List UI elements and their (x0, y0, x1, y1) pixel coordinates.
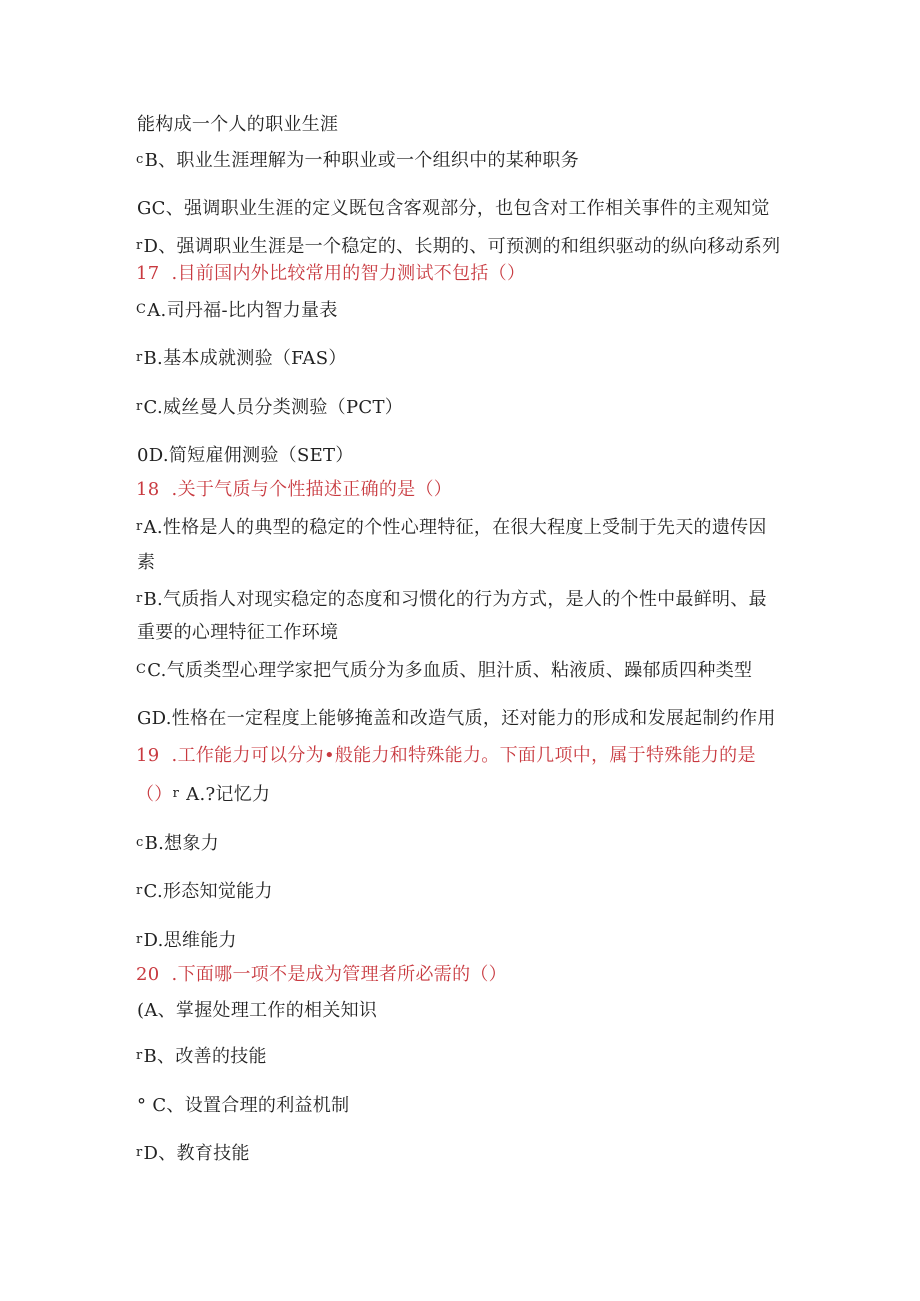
option-line (136, 550, 155, 575)
option-marker: r (136, 519, 143, 534)
option-text: D、教育技能 (143, 1143, 250, 1164)
question-text: 18 .关于气质与个性描述正确的是（） (136, 479, 453, 500)
option-line (136, 443, 354, 468)
option-line (136, 346, 347, 371)
option-text: B、改善的技能 (143, 1046, 267, 1067)
option-line (136, 395, 403, 420)
option-line (136, 515, 767, 540)
option-text: GD.性格在一定程度上能够掩盖和改造气质，还对能力的形成和发展起制约作用 (137, 708, 776, 729)
option-line (136, 298, 338, 323)
option-text: C.形态知觉能力 (143, 881, 273, 902)
option-marker: r (136, 883, 143, 898)
option-marker: r (136, 399, 143, 414)
option-line (136, 234, 780, 259)
option-text: D、强调职业生涯是一个稳定的、长期的、可预测的和组织驱动的纵向移动系列 (143, 236, 781, 257)
option-text: B.想象力 (144, 833, 220, 854)
option-line (136, 831, 219, 856)
option-line (136, 928, 237, 953)
question-17 (136, 262, 525, 286)
option-text: C.气质类型心理学家把气质分为多血质、胆汁质、粘液质、躁郁质四种类型 (147, 660, 753, 681)
option-marker: C (136, 302, 147, 317)
option-text: 能构成一个人的职业生涯 (137, 114, 339, 135)
question-text: 19 .工作能力可以分为•般能力和特殊能力。下面几项中，属于特殊能力的是 (136, 745, 756, 766)
option-marker: r (136, 1145, 143, 1160)
option-text: ° C、设置合理的利益机制 (137, 1095, 350, 1116)
option-line (136, 998, 377, 1023)
option-text: 0D.简短雇佣测验（SET） (137, 445, 354, 466)
question-text: 17 .目前国内外比较常用的智力测试不包括（） (136, 263, 526, 284)
answer-blank: （） (136, 784, 173, 805)
option-text: 重要的心理特征工作环境 (137, 622, 339, 643)
option-line (136, 620, 338, 645)
option-text: B.气质指人对现实稳定的态度和习惯化的行为方式，是人的个性中最鲜明、最 (143, 589, 767, 610)
option-marker: r (136, 591, 143, 606)
question-20 (136, 963, 507, 987)
option-text: 素 (137, 552, 156, 573)
option-marker: r (136, 350, 143, 365)
option-text: D.思维能力 (143, 930, 237, 951)
option-marker: c (136, 835, 144, 850)
option-text: GC、强调职业生涯的定义既包含客观部分，也包含对工作相关事件的主观知觉 (137, 198, 770, 219)
option-text: (A、掌握处理工作的相关知识 (137, 1000, 378, 1021)
option-line (136, 196, 770, 221)
option-text: A.性格是人的典型的稳定的个性心理特征，在很大程度上受制于先天的遗传因 (143, 517, 767, 538)
option-marker: C (136, 662, 147, 677)
option-line (136, 658, 752, 683)
option-text: A.司丹福-比内智力量表 (147, 300, 338, 321)
option-line (136, 879, 273, 904)
option-text: B、职业生涯理解为一种职业或一个组织中的某种职务 (144, 150, 580, 171)
option-marker: r (136, 238, 143, 253)
option-line (136, 112, 338, 137)
option-text: A.?记忆力 (180, 784, 271, 805)
option-line (136, 706, 776, 731)
option-line (136, 1044, 267, 1069)
question-19 (136, 744, 756, 768)
option-marker: r (172, 786, 180, 801)
option-line (136, 1093, 349, 1118)
question-18 (136, 478, 452, 502)
option-text: C.威丝曼人员分类测验（PCT） (143, 397, 404, 418)
option-line (136, 587, 767, 612)
option-line (136, 1141, 250, 1166)
option-line (136, 782, 270, 807)
option-marker: r (136, 932, 143, 947)
option-line (136, 148, 579, 173)
option-text: B.基本成就测验（FAS） (143, 348, 347, 369)
question-text: 20 .下面哪一项不是成为管理者所必需的（） (136, 964, 507, 985)
option-marker: r (136, 1048, 143, 1063)
option-marker: c (136, 152, 144, 167)
